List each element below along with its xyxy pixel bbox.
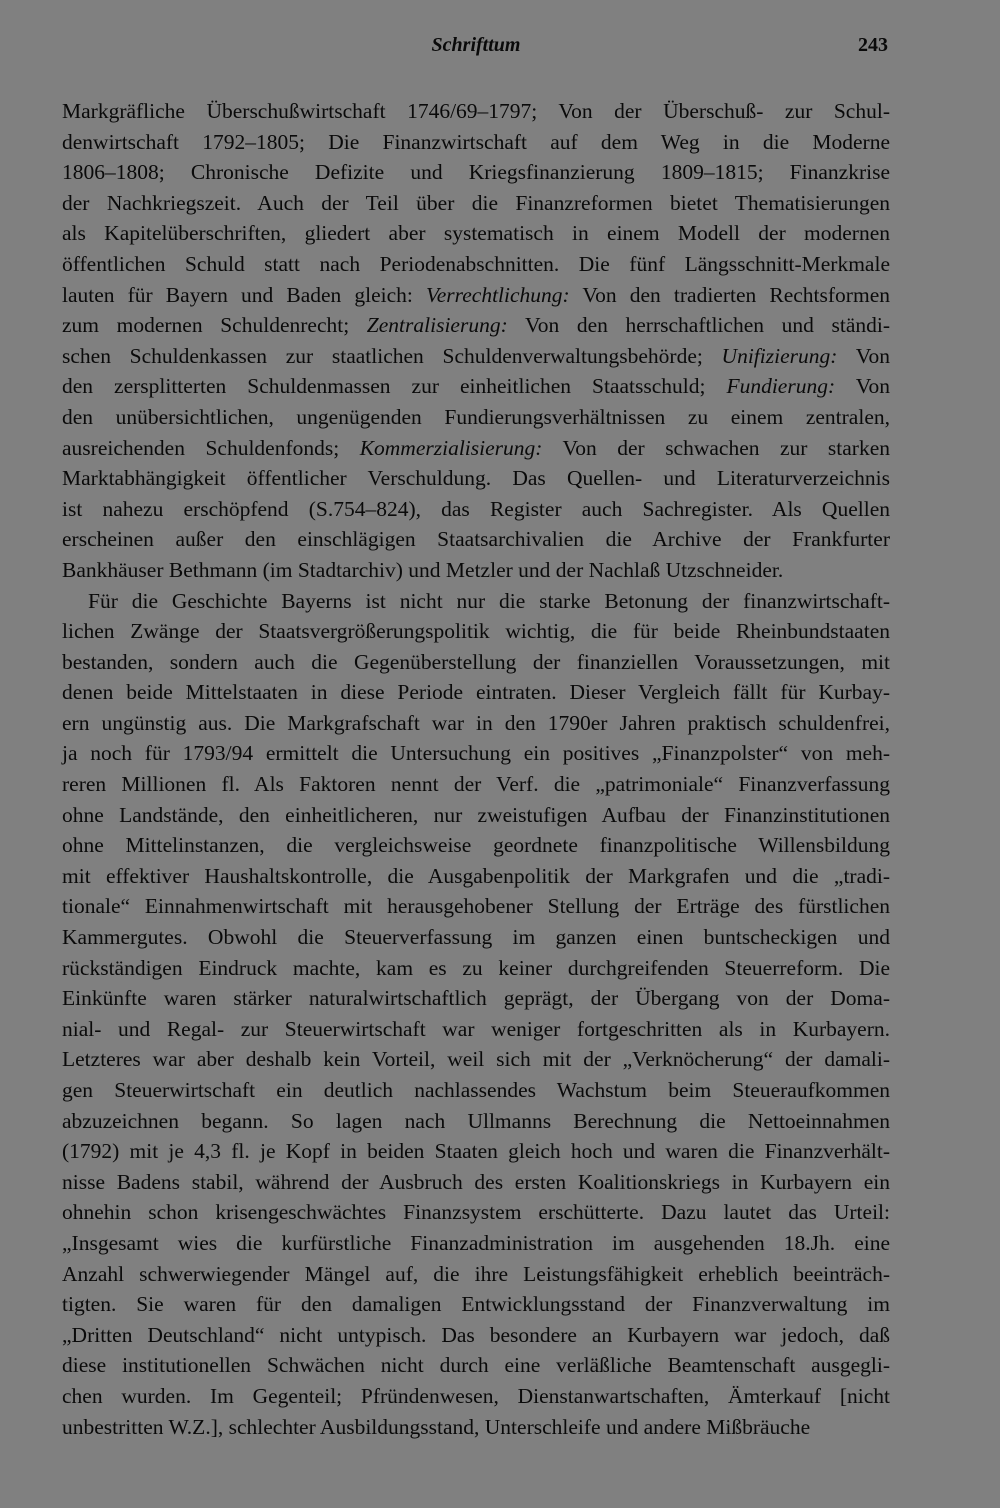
text-line xyxy=(62,708,890,739)
text-segment: Bankhäuser Bethmann (im Stadtarchiv) und Metzler und der Nachlaß Utzschneider. xyxy=(62,557,784,582)
text-line xyxy=(62,922,890,953)
text-segment: zum modernen Schuldenrecht; xyxy=(62,313,367,338)
text-segment: den zersplitterten Schuldenmassen zur einheitlichen Staatsschuld; xyxy=(62,374,727,399)
text-segment: abzuzeichnen begann. So lagen nach Ullmanns Berechnung die Nettoeinnahmen xyxy=(62,1108,890,1133)
italic-term: Verrechtlichung: xyxy=(426,282,570,307)
text-segment: Letzteres war aber deshalb kein Vorteil, weil sich mit der „Verknöcherung“ der damali- xyxy=(62,1047,890,1072)
text-line xyxy=(62,1136,890,1167)
text-line xyxy=(62,830,890,861)
text-segment: lichen Zwänge der Staatsvergrößerungspolitik wichtig, die für beide Rheinbundstaaten xyxy=(62,619,890,644)
text-segment: tionale“ Einnahmenwirtschaft mit herausgehobener Stellung der Erträge des fürstlichen xyxy=(62,894,890,919)
text-segment: der Nachkriegszeit. Auch der Teil über die Finanzreformen bietet Thematisierungen xyxy=(62,190,890,215)
text-segment: mit effektiver Haushaltskontrolle, die Ausgabenpolitik der Markgrafen und die „tradi- xyxy=(62,863,890,888)
text-line xyxy=(62,647,890,678)
text-line xyxy=(62,371,890,402)
italic-term: Kommerzialisierung: xyxy=(359,435,543,460)
italic-term: Unifizierung: xyxy=(721,343,838,368)
text-line xyxy=(62,983,890,1014)
text-segment: Markgräfliche Überschußwirtschaft 1746/69–1797; Von der Überschuß- zur Schul- xyxy=(62,99,890,123)
text-line xyxy=(62,555,890,586)
text-line xyxy=(62,280,890,311)
text-segment: tigten. Sie waren für den damaligen Entwicklungsstand der Finanzverwaltung im xyxy=(62,1292,890,1317)
text-line xyxy=(62,1044,890,1075)
text-line xyxy=(62,1381,890,1412)
text-segment: den unübersichtlichen, ungenügenden Fundierungsverhältnissen zu einem zentralen, xyxy=(62,404,890,429)
text-line xyxy=(62,249,890,280)
text-segment: (1792) mit je 4,3 fl. je Kopf in beiden Staaten gleich hoch und waren die Finanzverhält- xyxy=(62,1139,890,1164)
text-segment: diese institutionellen Schwächen nicht durch eine verläßliche Beamtenschaft ausgegli- xyxy=(62,1353,890,1378)
text-segment: denen beide Mittelstaaten in diese Periode eintraten. Dieser Vergleich fällt für Kurbay- xyxy=(62,680,890,705)
text-line xyxy=(62,1412,890,1443)
text-line xyxy=(62,1106,890,1137)
running-title: Schrifttum xyxy=(431,34,521,56)
text-segment: „Insgesamt wies die kurfürstliche Finanzadministration im ausgehenden 18.Jh. eine xyxy=(62,1230,890,1255)
text-segment: ist nahezu erschöpfend (S.754–824), das Register auch Sachregister. Als Quellen xyxy=(62,496,890,521)
text-segment: öffentlichen Schuld statt nach Periodenabschnitten. Die fünf Längsschnitt-Merkmale xyxy=(62,251,890,276)
body-text xyxy=(62,96,890,1442)
text-segment: nial- und Regal- zur Steuerwirtschaft war weniger fortgeschritten als in Kurbayern. xyxy=(62,1016,890,1041)
text-line xyxy=(62,1167,890,1198)
text-segment: rückständigen Eindruck machte, kam es zu keiner durchgreifenden Steuerreform. Die xyxy=(62,955,890,980)
text-line xyxy=(62,157,890,188)
text-line xyxy=(62,586,890,617)
text-segment: ohnehin schon krisengeschwächtes Finanzsystem erschütterte. Dazu lautet das Urteil: xyxy=(62,1200,890,1225)
text-line xyxy=(62,218,890,249)
text-line xyxy=(62,891,890,922)
text-segment: Kammergutes. Obwohl die Steuerverfassung im ganzen einen buntscheckigen und xyxy=(62,925,890,950)
text-segment: als Kapitelüberschriften, gliedert aber systematisch in einem Modell der modernen xyxy=(62,221,890,246)
text-line xyxy=(62,1259,890,1290)
text-line xyxy=(62,1320,890,1351)
text-line xyxy=(62,494,890,525)
text-segment: ohne Mittelinstanzen, die vergleichsweise geordnete finanzpolitische Willensbildung xyxy=(62,833,890,858)
text-line xyxy=(62,96,890,127)
text-line xyxy=(62,1228,890,1259)
text-segment: Von xyxy=(835,374,890,399)
text-line xyxy=(62,188,890,219)
text-line xyxy=(62,861,890,892)
text-segment: schen Schuldenkassen zur staatlichen Schuldenverwaltungsbehörde; xyxy=(62,343,722,368)
text-line xyxy=(62,800,890,831)
text-segment: Anzahl schwerwiegender Mängel auf, die ihre Leistungsfähigkeit erheblich beeinträch- xyxy=(62,1261,890,1286)
text-segment: Von der schwachen zur starken xyxy=(542,435,890,460)
running-head xyxy=(62,34,890,64)
text-segment: ohne Landstände, den einheitlicheren, nur zweistufigen Aufbau der Finanzinstitutionen xyxy=(62,802,890,827)
text-segment: reren Millionen fl. Als Faktoren nennt der Verf. die „patrimoniale“ Finanzverfassung xyxy=(62,772,890,797)
page-number: 243 xyxy=(858,34,888,56)
text-segment: Für die Geschichte Bayerns ist nicht nur die starke Betonung der finanzwirtschaft- xyxy=(88,588,890,613)
text-segment: nisse Badens stabil, während der Ausbruch des ersten Koalitionskriegs in Kurbayern ein xyxy=(62,1169,890,1194)
text-segment: ern ungünstig aus. Die Markgrafschaft war in den 1790er Jahren praktisch schuldenfrei, xyxy=(62,710,890,735)
text-segment: chen wurden. Im Gegenteil; Pfründenwesen, Dienstanwartschaften, Ämterkauf [nicht xyxy=(62,1383,890,1408)
text-segment: unbestritten W.Z.], schlechter Ausbildungsstand, Unterschleife und andere Mißbräuche xyxy=(62,1414,811,1439)
text-segment: lauten für Bayern und Baden gleich: xyxy=(62,282,426,307)
text-segment: Von den tradierten Rechtsformen xyxy=(569,282,890,307)
text-segment: Von den herrschaftlichen und ständi- xyxy=(507,313,890,338)
text-line xyxy=(62,738,890,769)
text-line xyxy=(62,524,890,555)
text-segment: ja noch für 1793/94 ermittelt die Untersuchung ein positives „Finanzpolster“ von meh- xyxy=(62,741,890,766)
text-segment: 1806–1808; Chronische Defizite und Kriegsfinanzierung 1809–1815; Finanzkrise xyxy=(62,160,890,185)
text-line xyxy=(62,341,890,372)
italic-term: Fundierung: xyxy=(726,374,836,399)
text-segment: bestanden, sondern auch die Gegenüberstellung der finanziellen Voraussetzungen, mit xyxy=(62,649,890,674)
text-segment: denwirtschaft 1792–1805; Die Finanzwirtschaft auf dem Weg in die Moderne xyxy=(62,129,890,154)
text-segment: ausreichenden Schuldenfonds; xyxy=(62,435,360,460)
text-segment: Von xyxy=(837,343,890,368)
text-line xyxy=(62,677,890,708)
text-line xyxy=(62,1075,890,1106)
text-segment: „Dritten Deutschland“ nicht untypisch. Das besondere an Kurbayern war jedoch, daß xyxy=(62,1322,890,1347)
text-line xyxy=(62,402,890,433)
italic-term: Zentralisierung: xyxy=(366,313,508,338)
text-line xyxy=(62,463,890,494)
text-line xyxy=(62,1014,890,1045)
text-line xyxy=(62,1289,890,1320)
text-line xyxy=(62,769,890,800)
text-line xyxy=(62,1197,890,1228)
text-line xyxy=(62,953,890,984)
text-line xyxy=(62,1350,890,1381)
text-segment: Einkünfte waren stärker naturalwirtschaftlich geprägt, der Übergang von der Doma- xyxy=(62,986,890,1011)
text-segment: gen Steuerwirtschaft ein deutlich nachlassendes Wachstum beim Steueraufkommen xyxy=(62,1078,890,1102)
text-line xyxy=(62,616,890,647)
text-line xyxy=(62,310,890,341)
text-line xyxy=(62,127,890,158)
text-segment: Marktabhängigkeit öffentlicher Verschuldung. Das Quellen- und Literaturverzeichnis xyxy=(62,466,890,491)
text-segment: erscheinen außer den einschlägigen Staatsarchivalien die Archive der Frankfurter xyxy=(62,527,890,552)
text-line xyxy=(62,433,890,464)
